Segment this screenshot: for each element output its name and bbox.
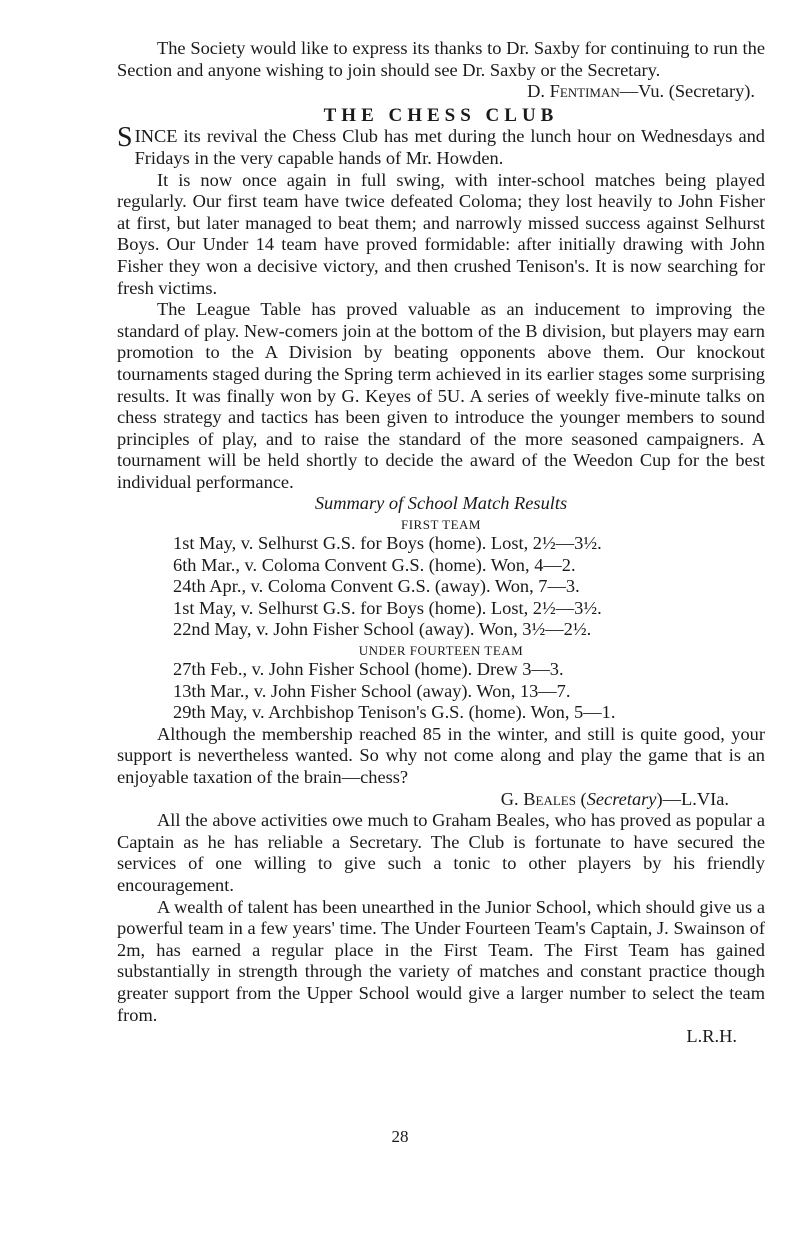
society-signature (117, 81, 765, 103)
chess-first-paragraph-text: INCE its revival the Chess Club has met during the lunch hour on Wednesdays and Fridays in the very capable hands of Mr. Howden. (134, 126, 765, 168)
society-thanks-paragraph: The Society would like to express its thanks to Dr. Saxby for continuing to run the Section and anyone wishing to join should see Dr. Saxby or the Secretary. (117, 38, 765, 80)
under-fourteen-heading: UNDER FOURTEEN TEAM (358, 643, 524, 659)
result-line: 24th Apr., v. Coloma Convent G.S. (away). Won, 7—3. (173, 576, 580, 597)
page-number: 28 (391, 1127, 409, 1146)
membership-paragraph: Although the membership reached 85 in the winter, and still is quite good, your support is nevertheless wanted. So why not come along and play the game that is an enjoyable taxation of the brain—chess? (117, 723, 765, 787)
chess-first-paragraph (117, 122, 765, 169)
result-line: 1st May, v. Selhurst G.S. for Boys (home). Lost, 2½—3½. (173, 597, 602, 618)
author-initials: L.R.H. (686, 1026, 737, 1047)
result-line: 22nd May, v. John Fisher School (away). Won, 3½—2½. (173, 619, 592, 640)
secretary-name: G. Beales (500, 788, 576, 809)
result-line: 29th May, v. Archbishop Tenison's G.S. (home). Won, 5—1. (173, 702, 616, 723)
result-line: 6th Mar., v. Coloma Convent G.S. (home). Won, 4—2. (173, 554, 576, 575)
secretary-signature: G. Beales (Secretary)—L.VIa. (500, 788, 729, 809)
first-team-results (117, 533, 765, 641)
chess-club-heading: THE CHESS CLUB (323, 104, 559, 126)
first-team-heading: FIRST TEAM (400, 517, 481, 533)
under-fourteen-results (117, 659, 765, 724)
page-content (117, 38, 765, 1048)
signature-name: D. Fentiman (527, 81, 620, 102)
result-line: 27th Feb., v. John Fisher School (home). Drew 3—3. (173, 659, 564, 680)
junior-school-paragraph: A wealth of talent has been unearthed in the Junior School, which should give us a powerful team in a few years' time. The Under Fourteen Team's Captain, J. Swainson of 2m, has earned a regular place in the First Team. The First Team has gained substantially in strength through the variety of matches and constant practice though greater support from the Upper School would give a larger number to select the team from. (117, 896, 765, 1025)
chess-second-paragraph: It is now once again in full swing, with inter-school matches being played regularly. Our first team have twice defeated Coloma; they lost heavily to John Fisher at first, but later managed to beat them; and narrowly missed success against Selhurst Boys. Our Under 14 team have proved formidable: after initially drawing with John Fisher they won a decisive victory, and then crushed Tenison's. It is now searching for fresh victims. (117, 169, 765, 298)
secretary-role: Secretary (586, 788, 657, 809)
secretary-form: —L.VIa. (662, 788, 729, 809)
result-line: 1st May, v. Selhurst G.S. for Boys (home). Lost, 2½—3½. (173, 533, 602, 554)
signature-detail: —Vu. (Secretary). (619, 81, 755, 102)
result-line: 13th Mar., v. John Fisher School (away). Won, 13—7. (173, 680, 571, 701)
drop-cap: S (117, 122, 133, 154)
chess-third-paragraph: The League Table has proved valuable as an inducement to improving the standard of play. New-comers join at the bottom of the B division, but players may earn promotion to the A Division by beating opponents above them. Our knockout tournaments staged during the Spring term achieved in its earlier stages some surprising results. It was finally won by G. Keyes of 5U. A series of weekly five-minute talks on chess strategy and tactics has been given to introduce the younger members to sound principles of play, and to raise the standard of the more seasoned campaigners. A tournament will be held shortly to decide the award of the Weedon Cup for the best individual performance. (117, 299, 765, 492)
summary-title: Summary of School Match Results (314, 493, 568, 514)
captain-paragraph: All the above activities owe much to Graham Beales, who has proved as popular a Captain as he has reliable a Secretary. The Club is fortunate to have secured the services of one willing to give such a tonic to other players by his friendly encouragement. (117, 810, 765, 895)
